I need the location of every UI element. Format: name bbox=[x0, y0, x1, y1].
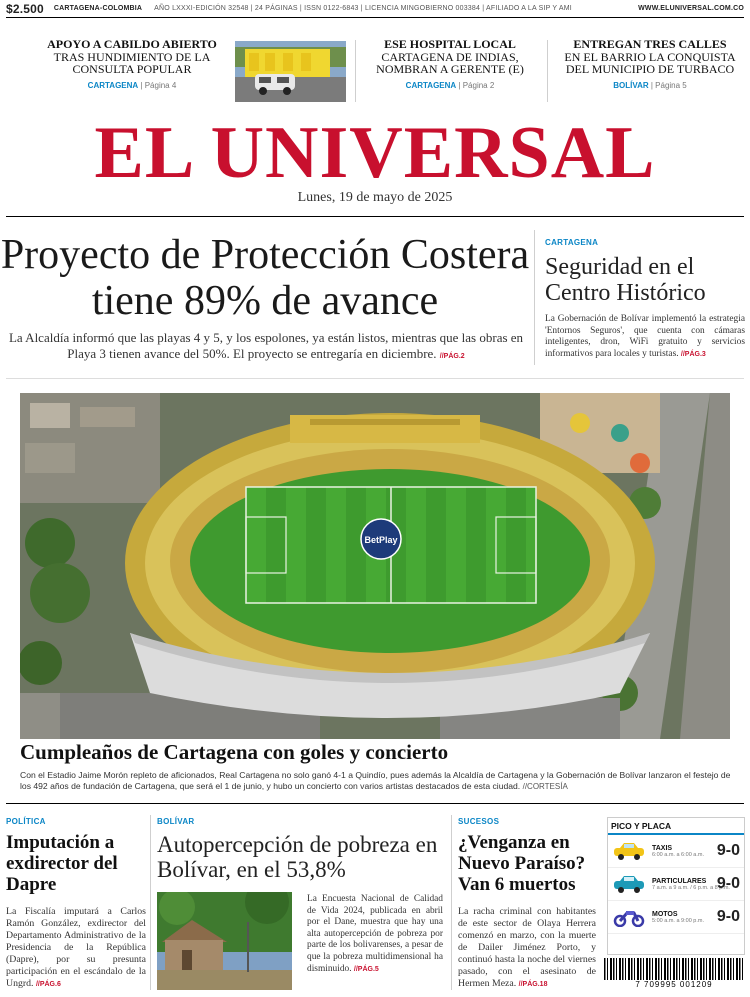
teaser-page: Página 4 bbox=[144, 80, 177, 90]
col1-headline[interactable]: Imputación a exdirector del Dapre bbox=[6, 832, 118, 895]
teaser-2[interactable]: ESE HOSPITAL LOCAL CARTAGENA DE INDIAS, NOMBRAN A GERENTE (E) CARTAGENA | Página 2 bbox=[364, 38, 536, 92]
edition-date: Lunes, 19 de mayo de 2025 bbox=[297, 190, 453, 205]
teaser-subhead: CARTAGENA DE INDIAS, NOMBRAN A GERENTE (E) bbox=[376, 49, 524, 76]
masthead-logo: EL UNIVERSAL bbox=[94, 112, 656, 194]
col2-section: BOLÍVAR bbox=[157, 817, 195, 826]
teaser-page: Página 2 bbox=[462, 80, 495, 90]
col1-text-body: La Fiscalía imputará a Carlos Ramón González, exdirector del Departamento Administrativo de la Presidencia de la República (Dapre), por su presunta participación en el escándalo de la Ungrd. bbox=[6, 906, 146, 989]
col2-text bbox=[307, 894, 443, 975]
stadium-photo[interactable] bbox=[20, 393, 730, 739]
teaser-headline: ESE HOSPITAL LOCAL bbox=[384, 37, 516, 51]
teaser-subhead: TRAS HUNDIMIENTO DE LA CONSULTA POPULAR bbox=[53, 49, 211, 76]
col2-headline[interactable]: Autopercepción de pobreza en Bolívar, en el 53,8% bbox=[157, 832, 438, 882]
pico-motos-digits: 9-0 bbox=[716, 908, 740, 925]
motorcycle-icon bbox=[612, 907, 646, 927]
price: $2.500 bbox=[6, 1, 44, 16]
pico-row-motos bbox=[608, 901, 744, 934]
field-logo: BetPlay bbox=[364, 535, 398, 545]
col3-text bbox=[458, 906, 596, 991]
pico-motos-label: MOTOS bbox=[652, 910, 678, 918]
main-page-ref[interactable]: //PÁG.2 bbox=[439, 353, 465, 360]
teaser-1[interactable]: APOYO A CABILDO ABIERTO TRAS HUNDIMIENTO DE LA CONSULTA POPULAR CARTAGENA | Página 4 bbox=[40, 38, 224, 92]
side-text-body: La Gobernación de Bolívar implementó la estrategia 'Entornos Seguros', que cuenta con cámaras inteligentes, dron, WiFi gratuito y servicios informativos para locales y turistas. bbox=[545, 314, 745, 359]
side-section: CARTAGENA bbox=[545, 238, 599, 247]
col1-page-ref[interactable]: //PÁG.6 bbox=[35, 981, 61, 988]
website-link[interactable]: WWW.ELUNIVERSAL.COM.CO bbox=[638, 5, 744, 12]
col3-text-body: La racha criminal con habitantes de este sector de Olaya Herrera comenzó en marzo, con la muerte de Dailer Jiménez Porto, y continuó hasta la noche del viernes pasado, con el asesinato de Hermen Meza. bbox=[458, 906, 596, 989]
pico-particulares-label: PARTICULARES bbox=[652, 877, 707, 885]
pico-row-particulares bbox=[608, 868, 744, 901]
pico-taxis-label: TAXIS bbox=[652, 844, 673, 852]
pico-particulares-digits: 9-0 bbox=[716, 875, 740, 892]
pico-motos-hours: 5:00 a.m. a 9:00 p.m. bbox=[652, 917, 704, 924]
car-icon bbox=[612, 874, 646, 894]
teaser-section: CARTAGENA bbox=[405, 80, 457, 90]
side-text bbox=[545, 314, 745, 360]
main-headline[interactable]: Proyecto de Protección Costera tiene 89% de avance bbox=[0, 232, 530, 324]
pico-taxis-digits: 9-0 bbox=[716, 842, 740, 859]
teaser-photo bbox=[235, 41, 346, 102]
teaser-section: CARTAGENA bbox=[87, 80, 139, 90]
col1-text bbox=[6, 906, 146, 991]
photo-caption-text: Con el Estadio Jaime Morón repleto de aficionados, Real Cartagena no solo ganó 4-1 a Quindío, pues además la Alcaldía de Cartagena y la Gobernación de Bolívar lanzaron el festejo de los 492 años de fundación de Cartagena, que será el 1 de junio, y hubo un concierto con varios artistas destacados de esta ciudad. bbox=[20, 770, 731, 791]
teaser-headline: APOYO A CABILDO ABIERTO bbox=[47, 37, 217, 51]
col2-page-ref[interactable]: //PÁG.5 bbox=[353, 965, 379, 973]
teaser-headline: ENTREGAN TRES CALLES bbox=[573, 37, 727, 51]
main-lead bbox=[8, 330, 524, 365]
pico-placa-box bbox=[607, 817, 745, 955]
edition-info: AÑO LXXXI-EDICIÓN 32548 | 24 PÁGINAS | ISSN 0122-6843 | LICENCIA MINGOBIERNO 003384 | AFILIADO A LA SIP Y AMI bbox=[154, 5, 572, 12]
col2-photo bbox=[157, 892, 292, 990]
main-lead-text: La Alcaldía informó que las playas 4 y 5, y los espolones, ya están listos, mientras que las obras en Playa 3 tienen avance del 50%. El proyecto se entregaría en diciembre. bbox=[8, 330, 524, 361]
col3-headline[interactable]: ¿Venganza en Nuevo Paraíso? Van 6 muertos bbox=[458, 832, 586, 895]
pico-particulares-hours: 7 a.m. a 9 a.m. / 6 p.m. a 8 p.m. bbox=[652, 884, 730, 891]
pico-row-taxis bbox=[608, 835, 744, 868]
pico-placa-title: PICO Y PLACA bbox=[608, 818, 744, 835]
barcode-number: 7 709995 001209 bbox=[604, 980, 744, 990]
teaser-section: BOLÍVAR bbox=[613, 80, 649, 90]
side-headline[interactable]: Seguridad en el Centro Histórico bbox=[545, 254, 706, 306]
photo-caption-headline[interactable]: Cumpleaños de Cartagena con goles y concierto bbox=[20, 740, 449, 764]
photo-credit: //CORTESÍA bbox=[522, 782, 568, 791]
col3-page-ref[interactable]: //PÁG.18 bbox=[518, 981, 548, 988]
edition-city: CARTAGENA-COLOMBIA bbox=[53, 5, 143, 12]
pico-taxis-hours: 6:00 a.m. a 6:00 a.m. bbox=[652, 851, 704, 858]
taxi-icon bbox=[612, 841, 646, 861]
teaser-page: Página 5 bbox=[655, 80, 687, 90]
col3-section: SUCESOS bbox=[458, 817, 500, 826]
photo-caption bbox=[20, 770, 732, 792]
side-page-ref[interactable]: //PÁG.3 bbox=[680, 350, 706, 358]
teaser-subhead: EN EL BARRIO LA CONQUISTA DEL MUNICIPIO DE TURBACO bbox=[564, 49, 736, 76]
col2-text-body: La Encuesta Nacional de Calidad de Vida 2024, publicada en abril por el Dane, muestra que hay una alta autopercepción de pobreza por parte de los bolivarenses, a pesar de que la pobreza multidimensional ha disminuido. bbox=[307, 894, 443, 974]
teaser-3[interactable]: ENTREGAN TRES CALLES EN EL BARRIO LA CONQUISTA DEL MUNICIPIO DE TURBACO BOLÍVAR | Página 5 bbox=[558, 38, 742, 92]
top-bar bbox=[6, 0, 744, 18]
col1-section: POLÍTICA bbox=[6, 817, 46, 826]
